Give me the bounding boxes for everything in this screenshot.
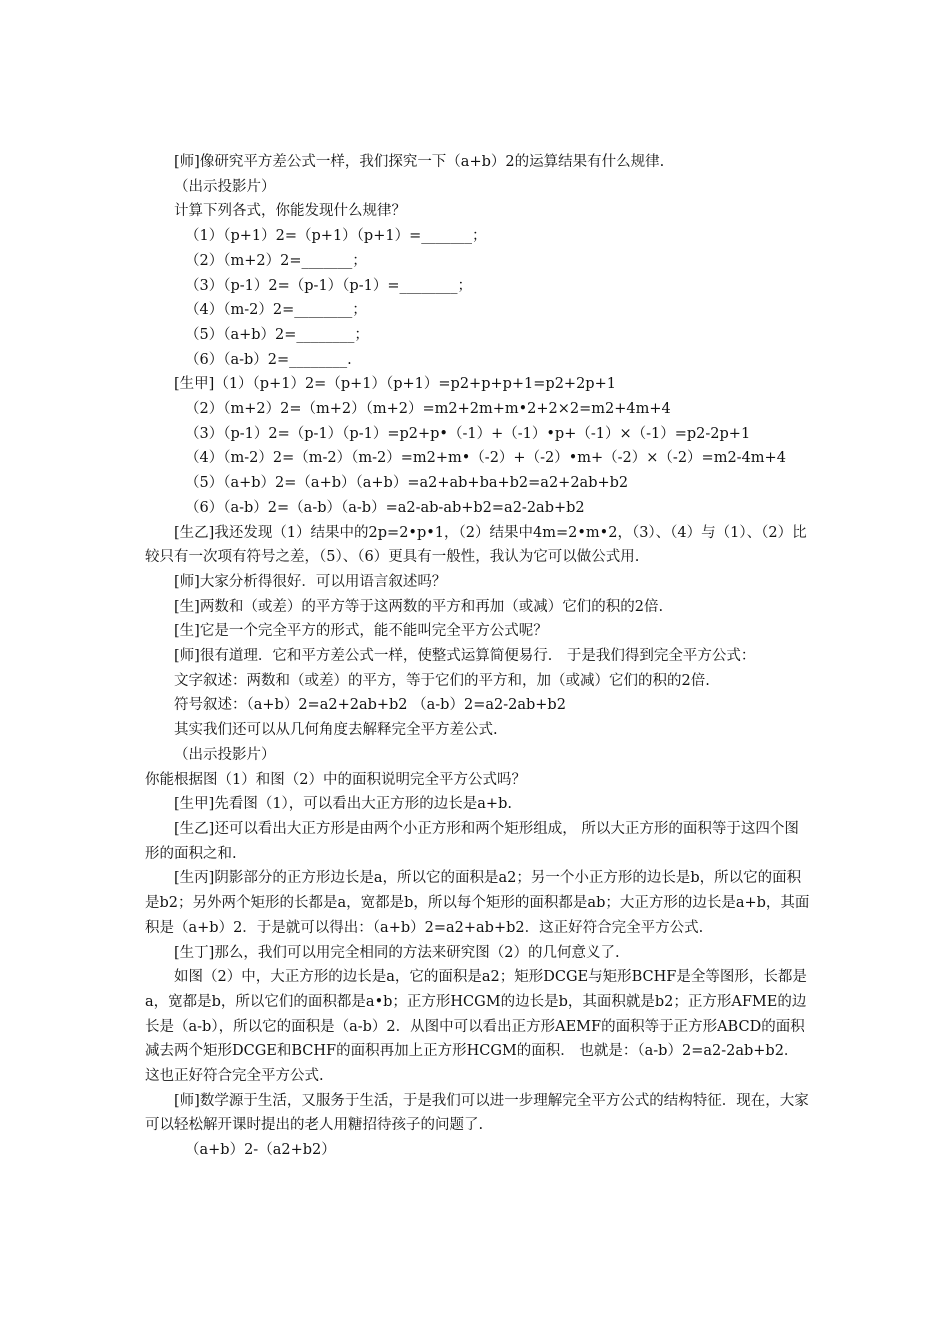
exercise-line: （2）（m+2）2=_______； [185, 252, 367, 269]
paragraph: [生甲]（1）（p+1）2=（p+1）（p+1）=p2+p+p+1=p2+2p+1 [174, 376, 616, 393]
paragraph: 符号叙述：（a+b）2=a2+2ab+b2 （a-b）2=a2-2ab+b2 [174, 697, 566, 714]
paragraph: [生]它是一个完全平方的形式，能不能叫完全平方公式呢？ [174, 623, 548, 640]
paragraph: [生乙]还可以看出大正方形是由两个小正方形和两个矩形组成， 所以大正方形的面积等于这四个图形的面积之和. [145, 820, 799, 862]
exercise-line: （5）（a+b）2=________； [185, 326, 369, 343]
formula-line: （a+b）2-（a2+b2） [185, 1142, 336, 1159]
exercise-line: （6）（a-b）2=________. [185, 351, 352, 368]
solution-line: （5）（a+b）2=（a+b）（a+b）=a2+ab+ba+b2=a2+2ab+b2 [185, 475, 629, 492]
paragraph: 如图（2）中，大正方形的边长是a，它的面积是a2；矩形DCGE与矩形BCHF是全等图形，长都是a，宽都是b，所以它们的面积都是a•b；正方形HCGM的边长是b，其面积就是b2；正方形AFME的边长是（a-b），所以它的面积是（a-b）2．从图中可以看出正方形AEMF的面积等于正方形ABCD的面积减去两个矩形DCGE和BCHF的面积再加上正方形HCGM的面积． 也就是：（a-b）2=a2-2ab+b2．这也正好符合完全平方公式. [145, 969, 807, 1085]
paragraph: [生丙]阴影部分的正方形边长是a，所以它的面积是a2；另一个小正方形的边长是b，所以它的面积是b2；另外两个矩形的长都是a，宽都是b，所以每个矩形的面积都是ab；大正方形的边长是a+b，其面积是（a+b）2．于是就可以得出：（a+b）2=a2+ab+b2．这正好符合完全平方公式. [145, 870, 810, 936]
paragraph: （出示投影片） [174, 746, 276, 763]
exercise-line: （1）（p+1）2=（p+1）（p+1）=_______； [185, 228, 487, 245]
paragraph: 其实我们还可以从几何角度去解释完全平方差公式. [174, 722, 498, 739]
solution-line: （6）（a-b）2=（a-b）（a-b）=a2-ab-ab+b2=a2-2ab+b2 [185, 499, 585, 516]
solution-line: （4）（m-2）2=（m-2）（m-2）=m2+m•（-2）+（-2）•m+（-2）×（-2）=m2-4m+4 [185, 450, 786, 467]
paragraph: 计算下列各式，你能发现什么规律？ [174, 203, 406, 220]
paragraph: [师]大家分析得很好．可以用语言叙述吗？ [174, 573, 447, 590]
document-body [145, 150, 810, 1163]
paragraph: [师]数学源于生活，又服务于生活，于是我们可以进一步理解完全平方公式的结构特征．现在，大家可以轻松解开课时提出的老人用糖招待孩子的问题了. [145, 1092, 809, 1134]
solution-line: （2）（m+2）2=（m+2）（m+2）=m2+2m+m•2+2×2=m2+4m+4 [185, 401, 671, 418]
paragraph: [生丁]那么，我们可以用完全相同的方法来研究图（2）的几何意义了. [174, 944, 620, 961]
solution-line: （3）（p-1）2=（p-1）（p-1）=p2+p•（-1）+（-1）•p+（-1）×（-1）=p2-2p+1 [185, 425, 751, 442]
paragraph: [生乙]我还发现（1）结果中的2p=2•p•1，（2）结果中4m=2•m•2，（3）、（4）与（1）、（2）比较只有一次项有符号之差，（5）、（6）更具有一般性，我认为它可以做公式用. [145, 524, 807, 566]
exercise-line: （4）（m-2）2=________； [185, 302, 367, 319]
paragraph: [师]很有道理．它和平方差公式一样，使整式运算简便易行． 于是我们得到完全平方公式： [174, 648, 756, 665]
paragraph: 文字叙述：两数和（或差）的平方，等于它们的平方和，加（或减）它们的积的2倍. [174, 672, 710, 689]
exercise-line: （3）（p-1）2=（p-1）（p-1）=________； [185, 277, 472, 294]
paragraph: [生甲]先看图（1），可以看出大正方形的边长是a+b. [174, 796, 512, 813]
paragraph: [生]两数和（或差）的平方等于这两数的平方和再加（或减）它们的积的2倍. [174, 598, 664, 615]
paragraph: [师]像研究平方差公式一样，我们探究一下（a+b）2的运算结果有什么规律. [174, 154, 665, 170]
paragraph: （出示投影片） [174, 178, 276, 195]
paragraph: 你能根据图（1）和图（2）中的面积说明完全平方公式吗？ [145, 771, 526, 788]
